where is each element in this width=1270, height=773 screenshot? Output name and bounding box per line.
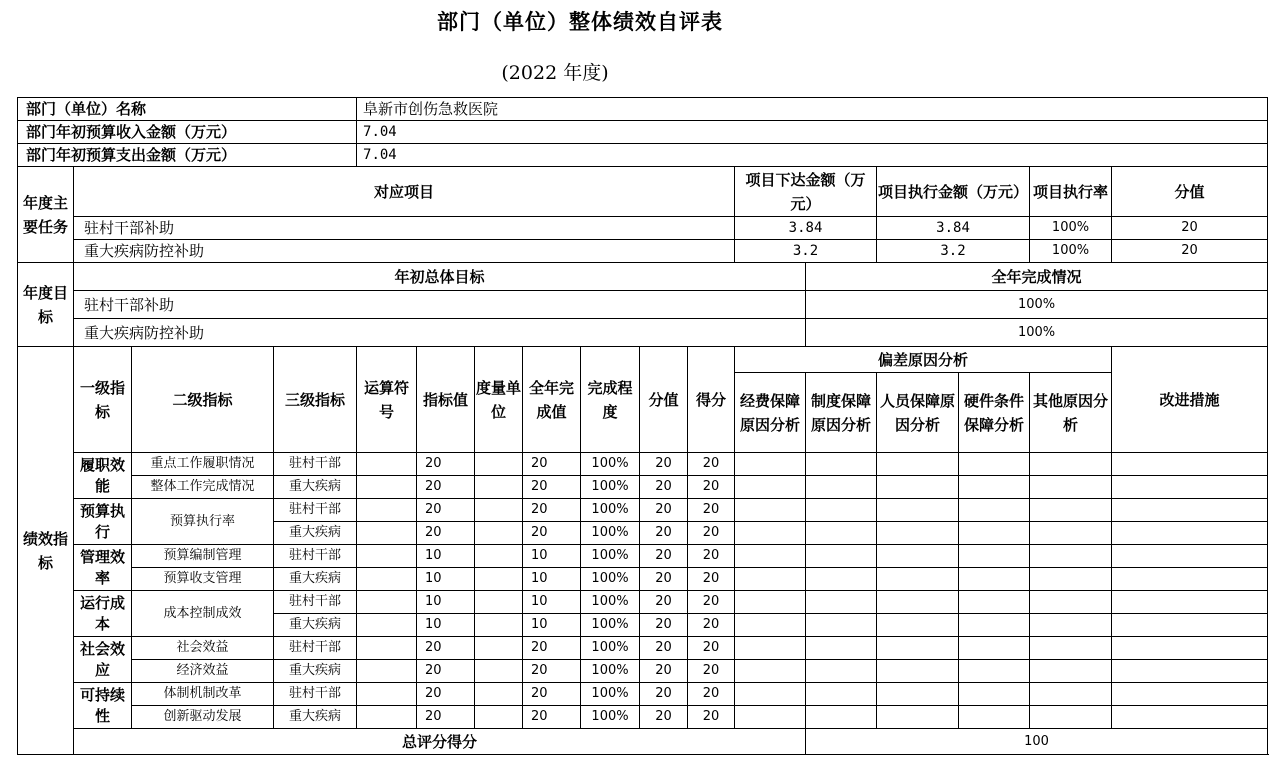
- income-label: 部门年初预算收入金额（万元）: [18, 121, 357, 144]
- task-executed: 3.2: [877, 240, 1030, 263]
- indicator-actual: 10: [523, 568, 581, 591]
- indicator-level1: 履职效能: [74, 453, 132, 499]
- indicator-level1: 运行成本: [74, 591, 132, 637]
- task-allocated: 3.2: [735, 240, 877, 263]
- indicator-degree: 100%: [581, 660, 640, 683]
- task-project: 驻村干部补助: [74, 217, 735, 240]
- indicator-score-value: 20: [640, 706, 688, 729]
- indicator-operator: [357, 568, 417, 591]
- indicator-unit: [475, 568, 523, 591]
- indicator-score: 20: [688, 660, 735, 683]
- indicator-operator: [357, 522, 417, 545]
- task-rate: 100%: [1030, 240, 1112, 263]
- indicator-level1: 管理效率: [74, 545, 132, 591]
- indicator-target: 20: [417, 683, 475, 706]
- hdr-deviation: 偏差原因分析: [735, 347, 1112, 373]
- hdr-level3: 三级指标: [274, 347, 357, 453]
- indicator-degree: 100%: [581, 706, 640, 729]
- indicator-level1: 可持续性: [74, 683, 132, 729]
- indicator-level3: 重大疾病: [274, 522, 357, 545]
- goal-completion: 100%: [806, 291, 1268, 319]
- indicator-actual: 20: [523, 637, 581, 660]
- hdr-level1: 一级指标: [74, 347, 132, 453]
- indicator-level2: 体制机制改革: [132, 683, 274, 706]
- table-row: [18, 319, 1268, 347]
- table-row: [18, 706, 1268, 729]
- hdr-unit: 度量单位: [475, 347, 523, 453]
- indicator-score: 20: [688, 591, 735, 614]
- indicator-unit: [475, 591, 523, 614]
- hdr-dev-system: 制度保障原因分析: [806, 373, 877, 453]
- indicator-degree: 100%: [581, 545, 640, 568]
- indicator-operator: [357, 614, 417, 637]
- task-executed: 3.84: [877, 217, 1030, 240]
- dept-name-value: 阜新市创伤急救医院: [357, 98, 1268, 121]
- indicator-unit: [475, 545, 523, 568]
- table-row: [18, 637, 1268, 660]
- table-row: [18, 453, 1268, 476]
- indicator-level3: 驻村干部: [274, 637, 357, 660]
- indicator-level3: 驻村干部: [274, 545, 357, 568]
- indicator-target: 20: [417, 499, 475, 522]
- performance-table: [17, 97, 1268, 755]
- indicator-level2: 预算收支管理: [132, 568, 274, 591]
- indicator-score-value: 20: [640, 637, 688, 660]
- indicator-operator: [357, 637, 417, 660]
- table-row: [18, 591, 1268, 614]
- hdr-dev-other: 其他原因分析: [1030, 373, 1112, 453]
- indicator-unit: [475, 522, 523, 545]
- hdr-degree: 完成程度: [581, 347, 640, 453]
- indicator-operator: [357, 591, 417, 614]
- indicator-unit: [475, 453, 523, 476]
- indicator-unit: [475, 614, 523, 637]
- page-subtitle: (2022 年度): [501, 62, 609, 84]
- hdr-score: 得分: [688, 347, 735, 453]
- indicator-actual: 10: [523, 545, 581, 568]
- goals-section-label: 年度目标: [18, 263, 74, 347]
- indicator-level3: 驻村干部: [274, 683, 357, 706]
- indicator-level2: 预算执行率: [132, 499, 274, 545]
- indicator-actual: 20: [523, 522, 581, 545]
- indicator-level2: 经济效益: [132, 660, 274, 683]
- hdr-level2: 二级指标: [132, 347, 274, 453]
- indicator-actual: 20: [523, 660, 581, 683]
- indicator-target: 20: [417, 453, 475, 476]
- indicator-score-value: 20: [640, 499, 688, 522]
- table-row: [18, 545, 1268, 568]
- indicator-target: 10: [417, 591, 475, 614]
- indicator-unit: [475, 499, 523, 522]
- hdr-actual: 全年完成值: [523, 347, 581, 453]
- expense-label: 部门年初预算支出金额（万元）: [18, 144, 357, 167]
- indicator-degree: 100%: [581, 453, 640, 476]
- indicators-section-label: 绩效指标: [18, 347, 74, 755]
- dept-name-label: 部门（单位）名称: [18, 98, 357, 121]
- indicator-level3: 驻村干部: [274, 453, 357, 476]
- hdr-dev-funding: 经费保障原因分析: [735, 373, 806, 453]
- indicator-score: 20: [688, 637, 735, 660]
- indicator-target: 20: [417, 660, 475, 683]
- indicator-score-value: 20: [640, 591, 688, 614]
- indicator-score-value: 20: [640, 522, 688, 545]
- goal-completion: 100%: [806, 319, 1268, 347]
- indicator-level2: 创新驱动发展: [132, 706, 274, 729]
- indicator-operator: [357, 476, 417, 499]
- hdr-target-value: 指标值: [417, 347, 475, 453]
- task-score-value: 20: [1112, 240, 1268, 263]
- indicator-degree: 100%: [581, 591, 640, 614]
- total-score-value: 100: [806, 729, 1268, 755]
- indicator-score-value: 20: [640, 453, 688, 476]
- tasks-header-executed: 项目执行金额（万元）: [877, 167, 1030, 217]
- indicator-actual: 10: [523, 614, 581, 637]
- indicator-score-value: 20: [640, 476, 688, 499]
- table-row: [18, 660, 1268, 683]
- indicator-target: 20: [417, 476, 475, 499]
- expense-value: 7.04: [357, 144, 1268, 167]
- page-title: 部门（单位）整体绩效自评表: [437, 9, 723, 34]
- indicator-level3: 驻村干部: [274, 499, 357, 522]
- indicator-score: 20: [688, 545, 735, 568]
- indicator-target: 20: [417, 637, 475, 660]
- indicator-level3: 重大疾病: [274, 706, 357, 729]
- indicator-unit: [475, 683, 523, 706]
- indicator-operator: [357, 453, 417, 476]
- indicator-level3: 重大疾病: [274, 660, 357, 683]
- indicator-operator: [357, 660, 417, 683]
- indicator-degree: 100%: [581, 499, 640, 522]
- indicator-score: 20: [688, 568, 735, 591]
- indicator-unit: [475, 706, 523, 729]
- tasks-section-label: 年度主要任务: [18, 167, 74, 263]
- indicator-target: 20: [417, 706, 475, 729]
- indicator-unit: [475, 660, 523, 683]
- task-project: 重大疾病防控补助: [74, 240, 735, 263]
- indicator-target: 20: [417, 522, 475, 545]
- table-row: [18, 499, 1268, 522]
- hdr-improvement: 改进措施: [1112, 347, 1268, 453]
- indicator-actual: 20: [523, 683, 581, 706]
- indicator-operator: [357, 706, 417, 729]
- table-row: [18, 217, 1268, 240]
- tasks-header-allocated: 项目下达金额（万元）: [735, 167, 877, 217]
- indicator-score: 20: [688, 683, 735, 706]
- indicator-actual: 20: [523, 476, 581, 499]
- tasks-header-project: 对应项目: [74, 167, 735, 217]
- indicator-score: 20: [688, 522, 735, 545]
- indicator-score: 20: [688, 614, 735, 637]
- task-allocated: 3.84: [735, 217, 877, 240]
- indicator-degree: 100%: [581, 614, 640, 637]
- indicator-target: 10: [417, 614, 475, 637]
- hdr-score-value: 分值: [640, 347, 688, 453]
- indicator-degree: 100%: [581, 476, 640, 499]
- indicator-level1: 社会效应: [74, 637, 132, 683]
- indicator-actual: 20: [523, 706, 581, 729]
- indicator-unit: [475, 637, 523, 660]
- indicator-score: 20: [688, 476, 735, 499]
- indicator-level1: 预算执行: [74, 499, 132, 545]
- indicator-score: 20: [688, 499, 735, 522]
- indicator-level2: 重点工作履职情况: [132, 453, 274, 476]
- table-row: [18, 568, 1268, 591]
- hdr-dev-hardware: 硬件条件保障分析: [959, 373, 1030, 453]
- indicator-score-value: 20: [640, 568, 688, 591]
- indicator-target: 10: [417, 568, 475, 591]
- goals-header-completion: 全年完成情况: [806, 263, 1268, 291]
- income-value: 7.04: [357, 121, 1268, 144]
- table-row: [18, 291, 1268, 319]
- indicator-score: 20: [688, 453, 735, 476]
- indicator-level2: 整体工作完成情况: [132, 476, 274, 499]
- indicator-score-value: 20: [640, 545, 688, 568]
- task-score-value: 20: [1112, 217, 1268, 240]
- goal-target: 重大疾病防控补助: [74, 319, 806, 347]
- indicator-level2: 预算编制管理: [132, 545, 274, 568]
- indicator-score: 20: [688, 706, 735, 729]
- table-row: [18, 476, 1268, 499]
- table-row: [18, 683, 1268, 706]
- indicator-operator: [357, 545, 417, 568]
- indicator-actual: 10: [523, 591, 581, 614]
- indicator-level3: 驻村干部: [274, 591, 357, 614]
- table-row: [18, 240, 1268, 263]
- tasks-header-score-value: 分值: [1112, 167, 1268, 217]
- indicator-degree: 100%: [581, 568, 640, 591]
- goals-header-target: 年初总体目标: [74, 263, 806, 291]
- indicator-degree: 100%: [581, 637, 640, 660]
- task-rate: 100%: [1030, 217, 1112, 240]
- indicator-unit: [475, 476, 523, 499]
- indicator-degree: 100%: [581, 683, 640, 706]
- indicator-score-value: 20: [640, 614, 688, 637]
- indicator-operator: [357, 499, 417, 522]
- indicator-score-value: 20: [640, 660, 688, 683]
- indicator-score-value: 20: [640, 683, 688, 706]
- goal-target: 驻村干部补助: [74, 291, 806, 319]
- indicator-level3: 重大疾病: [274, 614, 357, 637]
- hdr-operator: 运算符号: [357, 347, 417, 453]
- indicator-operator: [357, 683, 417, 706]
- indicator-actual: 20: [523, 499, 581, 522]
- indicator-level2: 成本控制成效: [132, 591, 274, 637]
- hdr-dev-staff: 人员保障原因分析: [877, 373, 959, 453]
- total-score-label: 总评分得分: [74, 729, 806, 755]
- indicator-level3: 重大疾病: [274, 568, 357, 591]
- indicator-level3: 重大疾病: [274, 476, 357, 499]
- tasks-header-rate: 项目执行率: [1030, 167, 1112, 217]
- indicator-level2: 社会效益: [132, 637, 274, 660]
- indicator-target: 10: [417, 545, 475, 568]
- indicator-actual: 20: [523, 453, 581, 476]
- indicator-degree: 100%: [581, 522, 640, 545]
